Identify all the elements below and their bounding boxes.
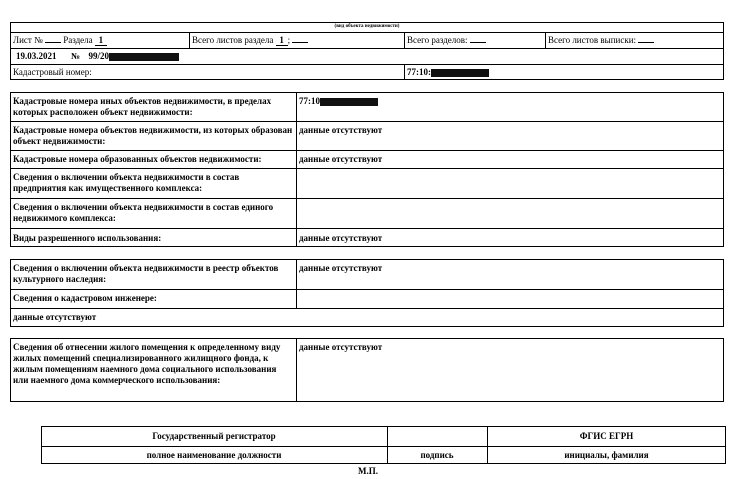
- row-label: Сведения о кадастровом инженере:: [13, 293, 157, 303]
- sheet-number-cell: [13, 35, 107, 46]
- row-value: 77:10: [299, 96, 320, 106]
- row-value: данные отсутствуют: [299, 263, 383, 273]
- sheet-label: Лист №: [13, 35, 43, 45]
- redaction-bar: [320, 98, 378, 106]
- position-caption: полное наименование должности: [146, 450, 282, 460]
- system-title: ФГИС ЕГРН: [579, 431, 634, 441]
- row-label: Кадастровые номера объектов недвижимости, из которых образован объект недвижимости:: [13, 125, 293, 146]
- row-value: данные отсутствуют: [299, 154, 383, 164]
- row-label: Виды разрешенного использования:: [13, 233, 162, 243]
- total-sections-label: Всего разделов:: [407, 35, 468, 45]
- total-extract-label: Всего листов выписки:: [548, 35, 637, 45]
- date-number-cell: [16, 51, 179, 62]
- total-sheets-cell: Всего листов раздела 1 ;: [192, 35, 308, 46]
- row-label: Кадастровые номера образованных объектов недвижимости:: [13, 154, 262, 164]
- engineer-value: данные отсутствуют: [13, 312, 97, 322]
- redaction-bar: [431, 69, 489, 77]
- extract-date: 19.03.2021: [16, 51, 57, 61]
- total-extract-cell: [548, 35, 654, 46]
- stamp-label: М.П.: [358, 466, 378, 476]
- row-label: Кадастровые номера иных объектов недвижимости, в пределах которых расположен объект недвижимости:: [13, 96, 272, 117]
- total-sheets-blank: [292, 35, 308, 43]
- total-sheets-label: Всего листов раздела: [192, 35, 274, 45]
- section-label: Раздела: [63, 35, 93, 45]
- number-value: 99/20: [88, 51, 110, 61]
- row-value-cell: [299, 96, 378, 107]
- number-label: №: [71, 51, 81, 61]
- total-sheets-value: 1: [276, 36, 288, 46]
- object-type-caption: (вид объекта недвижимости): [334, 24, 400, 29]
- redaction-bar: [109, 53, 179, 61]
- sheet-number-blank: [45, 35, 61, 43]
- row-label: Сведения о включении объекта недвижимости в состав единого недвижимого комплекса:: [13, 202, 274, 223]
- total-extract-blank: [638, 35, 654, 43]
- total-sections-cell: [407, 35, 486, 46]
- row-value: данные отсутствуют: [299, 342, 383, 352]
- row-label: Сведения об отнесении жилого помещения к определенному виду жилых помещений специализированного жилищного фонда, к жилым помещениям наемного дома социального использования или наемного дома коммерческого использования:: [13, 342, 281, 385]
- row-value: данные отсутствуют: [299, 233, 383, 243]
- cadastral-label: Кадастровый номер:: [13, 67, 92, 77]
- row-label: Сведения о включении объекта недвижимости в реестр объектов культурного наследия:: [13, 263, 279, 284]
- signature-caption: подпись: [420, 450, 454, 460]
- total-sections-blank: [470, 35, 486, 43]
- initials-caption: инициалы, фамилия: [564, 450, 649, 460]
- section-value: 1: [95, 36, 107, 46]
- row-value: данные отсутствуют: [299, 125, 383, 135]
- cadastral-value: 77:10:: [407, 67, 431, 77]
- row-label: Сведения о включении объекта недвижимости в состав предприятия как имущественного комплекса:: [13, 172, 240, 193]
- registrar-title: Государственный регистратор: [152, 431, 276, 441]
- cadastral-value-cell: [407, 67, 489, 78]
